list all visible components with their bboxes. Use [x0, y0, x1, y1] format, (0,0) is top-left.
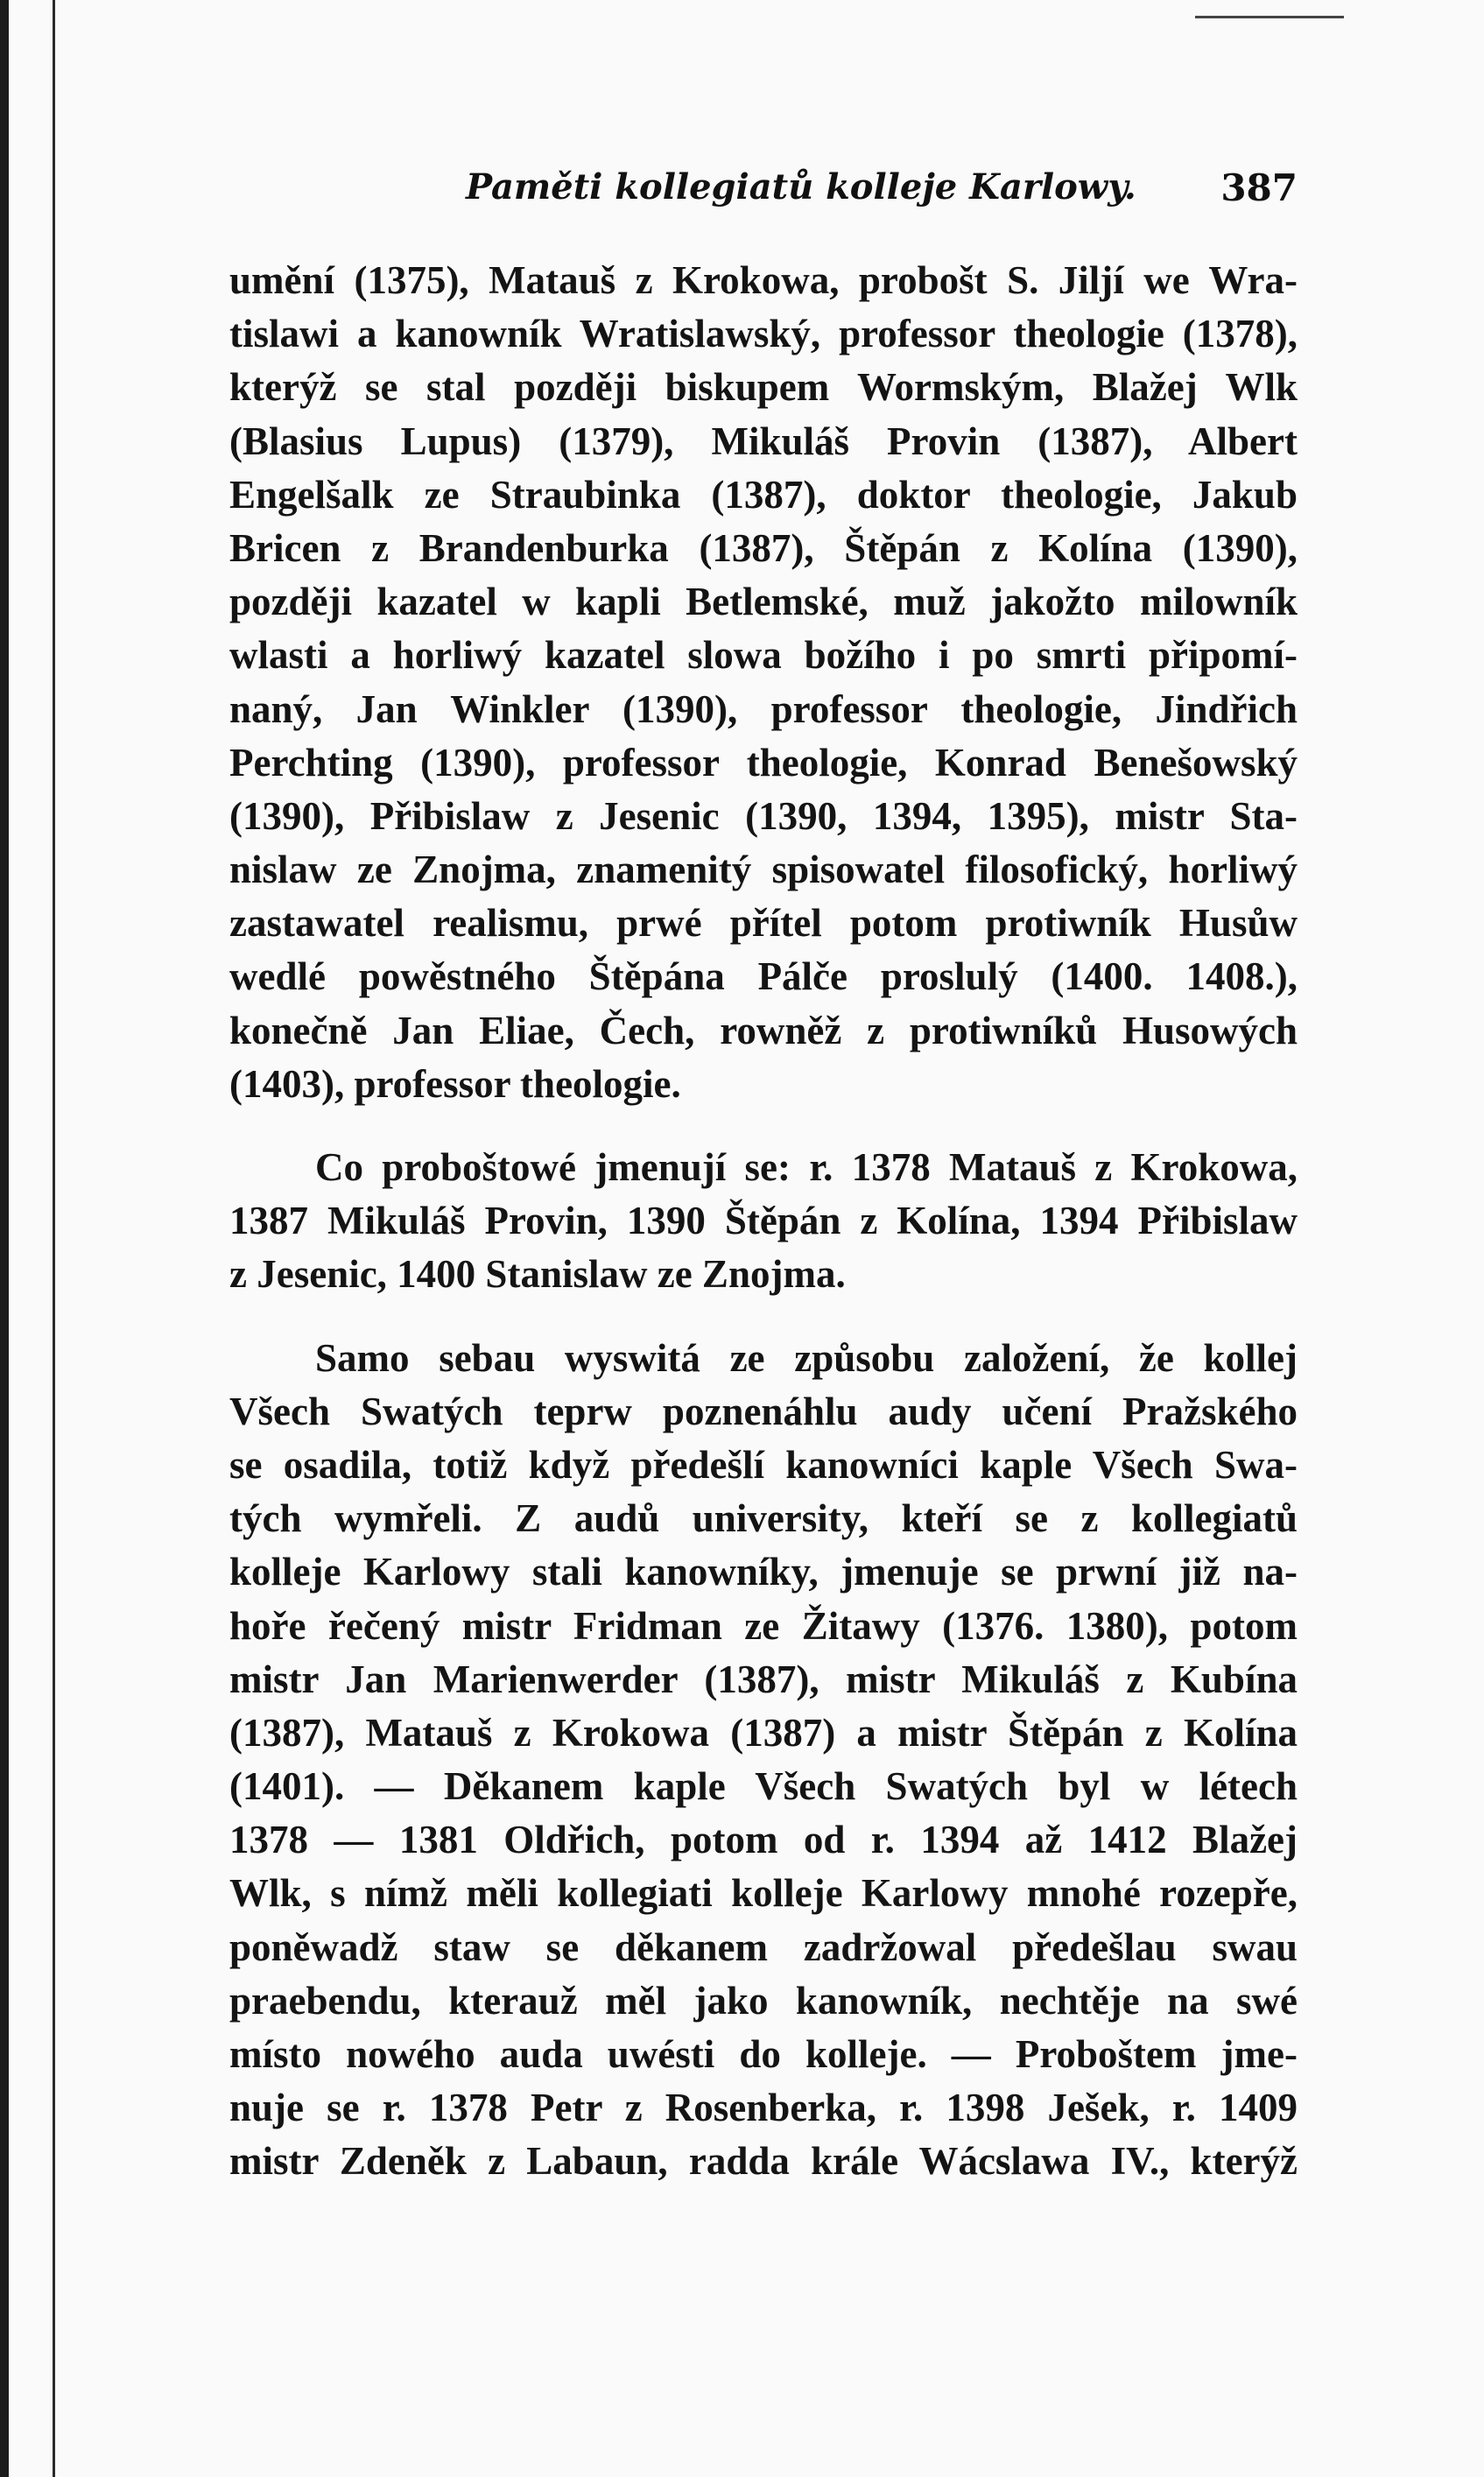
text-line: kterýž se stal později biskupem Wormským, Blažej Wlk: [229, 365, 1298, 410]
text-line: (1401). — Děkanem kaple Všech Swatých byl w létech: [229, 1764, 1298, 1809]
text-line: zastawatel realismu, prwé přítel potom protiwník Husůw: [229, 901, 1298, 946]
text-line: naný, Jan Winkler (1390), professor theologie, Jindřich: [229, 686, 1298, 731]
text-line: umění (1375), Matauš z Krokowa, probošt S. Jiljí we Wra-: [229, 258, 1298, 302]
text-line: praebendu, kterauž měl jako kanowník, nechtěje na swé: [229, 1978, 1298, 2023]
text-line: kolleje Karlowy stali kanowníky, jmenuje se prwní již na-: [229, 1550, 1298, 1594]
text-line: tých wymřeli. Z audů university, kteří se z kollegiatů: [229, 1496, 1298, 1541]
scan-binding-edge: [0, 0, 9, 2477]
text-line: Všech Swatých teprw poznenáhlu audy učení Pražského: [229, 1389, 1298, 1433]
text-line: nislaw ze Znojma, znamenitý spisowatel filosofický, horliwý: [229, 848, 1298, 892]
body-text: [229, 254, 1298, 2189]
text-line: tislawi a kanowník Wratislawský, professor theologie (1378),: [229, 312, 1298, 356]
text-line: místo nowého auda uwésti do kolleje. — Proboštem jme-: [229, 2032, 1298, 2076]
text-line: z Jesenic, 1400 Stanislaw ze Znojma.: [229, 1252, 846, 1297]
text-line: nuje se r. 1378 Petr z Rosenberka, r. 1398 Ješek, r. 1409: [229, 2086, 1298, 2130]
text-line: Co proboštowé jmenují se: r. 1378 Matauš z Krokowa,: [315, 1145, 1298, 1189]
page-header: [229, 166, 1298, 219]
page-number: 387: [1220, 166, 1298, 209]
text-line: 1378 — 1381 Oldřich, potom od r. 1394 až 1412 Blažej: [229, 1818, 1298, 1862]
text-line: Engelšalk ze Straubinka (1387), doktor theologie, Jakub: [229, 472, 1298, 517]
scan-page-edge: [53, 0, 55, 2477]
scan-mark: [1195, 16, 1344, 18]
paragraph-3: [229, 1332, 1298, 2189]
text-line: (1387), Matauš z Krokowa (1387) a mistr Štěpán z Kolína: [229, 1710, 1298, 1755]
text-line: mistr Zdeněk z Labaun, radda krále Wácslawa IV., kterýž: [229, 2139, 1298, 2184]
running-head: Paměti kollegiatů kolleje Karlowy.: [466, 166, 1136, 208]
text-line: 1387 Mikuláš Provin, 1390 Štěpán z Kolína, 1394 Přibislaw: [229, 1199, 1298, 1243]
text-line: hoře řečený mistr Fridman ze Žitawy (1376. 1380), potom: [229, 1603, 1298, 1648]
text-line: Perchting (1390), professor theologie, Konrad Benešowský: [229, 740, 1298, 785]
text-line: později kazatel w kapli Betlemské, muž jakožto milowník: [229, 580, 1298, 624]
text-line: (1403), professor theologie.: [229, 1061, 681, 1106]
text-line: konečně Jan Eliae, Čech, rowněž z protiwníků Husowých: [229, 1008, 1298, 1052]
text-line: Samo sebau wyswitá ze způsobu založení, že kollej: [315, 1335, 1298, 1380]
text-line: (1390), Přibislaw z Jesenic (1390, 1394, 1395), mistr Sta-: [229, 793, 1298, 838]
text-line: (Blasius Lupus) (1379), Mikuláš Provin (1387), Albert: [229, 419, 1298, 463]
text-line: Wlk, s nímž měli kollegiati kolleje Karlowy mnohé rozepře,: [229, 1871, 1298, 1916]
text-line: se osadila, totiž když předešlí kanowníci kaple Všech Swa-: [229, 1442, 1298, 1487]
text-line: poněwadž staw se děkanem zadržowal předešlau swau: [229, 1925, 1298, 1969]
text-line: mistr Jan Marienwerder (1387), mistr Mikuláš z Kubína: [229, 1657, 1298, 1701]
text-line: wlasti a horliwý kazatel slowa božího i po smrti připomí-: [229, 633, 1298, 678]
paragraph-1: [229, 254, 1298, 1111]
paragraph-2: [229, 1141, 1298, 1302]
text-line: Bricen z Brandenburka (1387), Štěpán z Kolína (1390),: [229, 525, 1298, 570]
text-line: wedlé powěstného Štěpána Pálče proslulý (1400. 1408.),: [229, 954, 1298, 999]
